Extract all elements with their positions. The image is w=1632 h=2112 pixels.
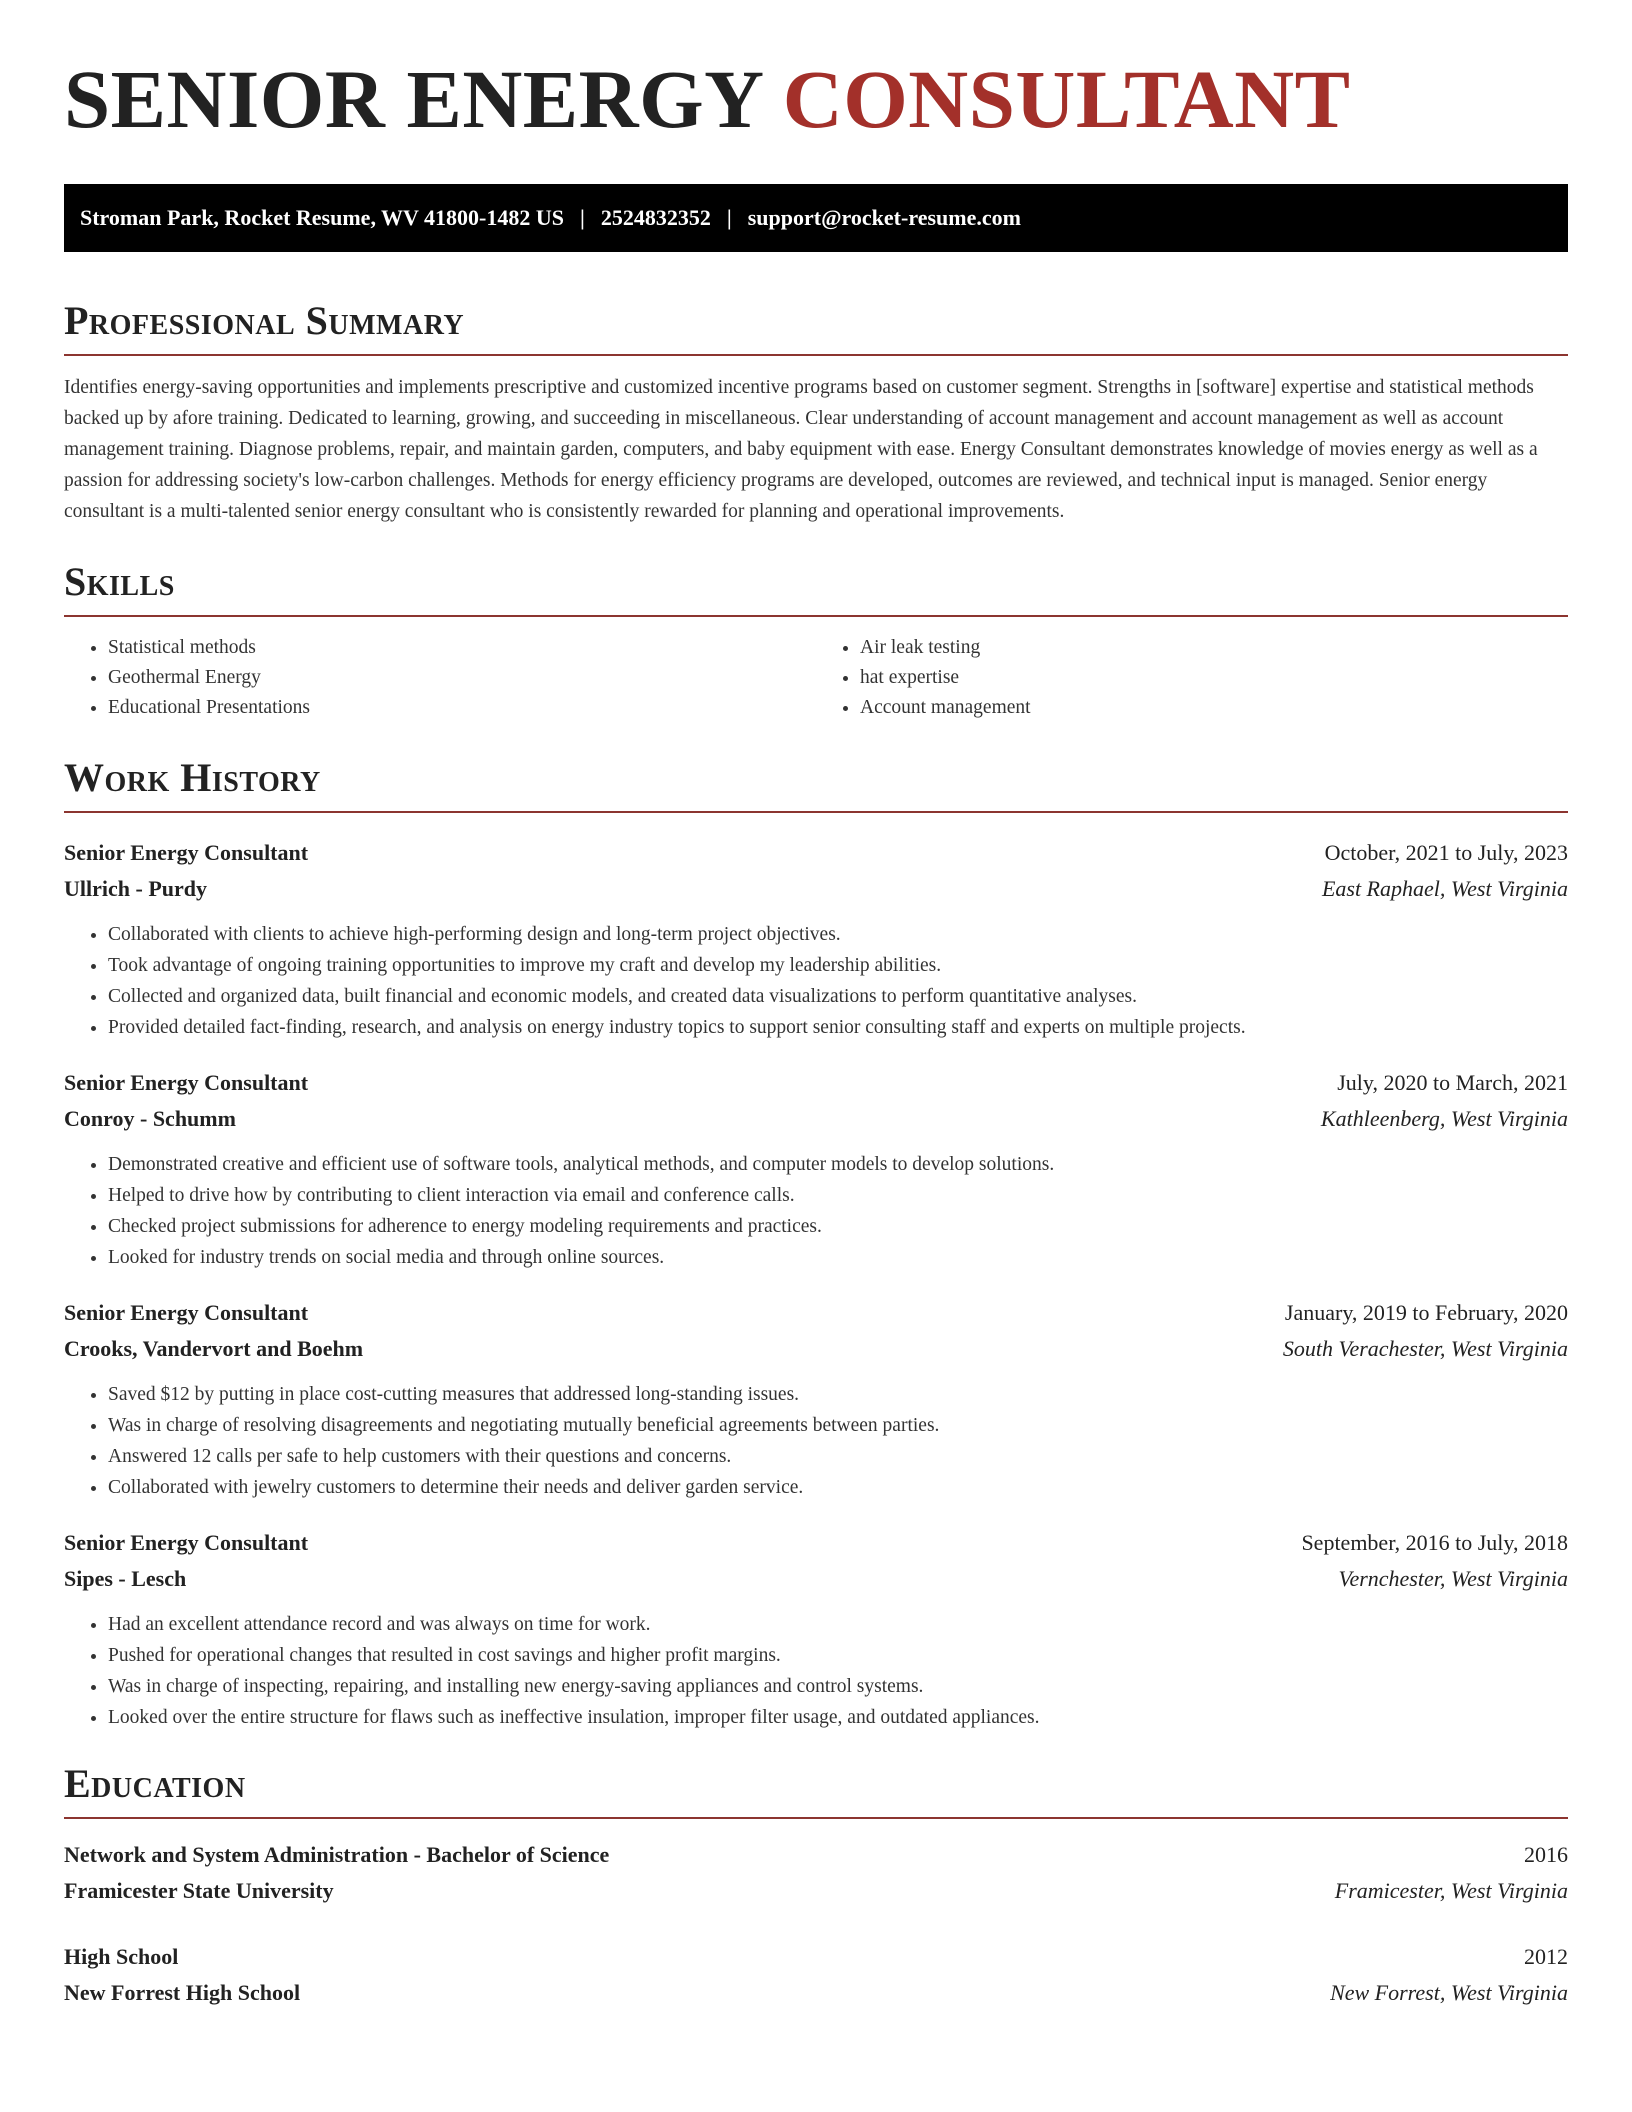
job-bullets (64, 1609, 1568, 1733)
job-bullets (64, 1379, 1568, 1503)
job-bullet: • Collaborated with jewelry customers to determine their needs and deliver garden service. (108, 1472, 1568, 1503)
job-bullets (64, 1149, 1568, 1273)
job-bullets (64, 919, 1568, 1043)
job-entry (64, 835, 1568, 1043)
job-entry (64, 1295, 1568, 1503)
job-location: Vernchester, West Virginia (1338, 1566, 1568, 1591)
education-school: New Forrest High School (64, 1980, 301, 2005)
job-location: South Verachester, West Virginia (1282, 1336, 1568, 1361)
job-bullet: • Looked for industry trends on social media and through online sources. (108, 1242, 1568, 1273)
education-heading: Education (64, 1763, 1568, 1819)
job-company-row (64, 1331, 1568, 1367)
education-entry (64, 1939, 1568, 2011)
job-dates: July, 2020 to March, 2021 (1337, 1070, 1568, 1095)
job-dates: October, 2021 to July, 2023 (1324, 840, 1568, 865)
job-dates: September, 2016 to July, 2018 (1301, 1530, 1568, 1555)
contact-phone: 2524832352 (600, 205, 711, 230)
job-header-row (64, 1295, 1568, 1331)
skill-item: • Educational Presentations (108, 693, 816, 723)
job-header-row (64, 1065, 1568, 1101)
job-company-row (64, 1101, 1568, 1137)
contact-bar (64, 184, 1568, 252)
contact-address: Stroman Park, Rocket Resume, WV 41800-1482 US (80, 205, 564, 230)
job-bullet: • Checked project submissions for adherence to energy modeling requirements and practices. (108, 1211, 1568, 1242)
job-company: Crooks, Vandervort and Boehm (64, 1336, 364, 1361)
job-bullet: • Helped to drive how by contributing to client interaction via email and conference calls. (108, 1180, 1568, 1211)
job-entry (64, 1065, 1568, 1273)
education-year: 2016 (1524, 1842, 1568, 1867)
job-title: Senior Energy Consultant (64, 1300, 309, 1325)
job-company: Conroy - Schumm (64, 1106, 236, 1131)
education-degree: Network and System Administration - Bachelor of Science (64, 1842, 610, 1867)
skill-item: • Air leak testing (860, 633, 1568, 663)
resume-title (64, 0, 1568, 145)
job-bullet: • Had an excellent attendance record and was always on time for work. (108, 1609, 1568, 1640)
skill-item: • Account management (860, 693, 1568, 723)
summary-heading: Professional Summary (64, 300, 1568, 356)
education-degree-row (64, 1939, 1568, 1975)
job-company-row (64, 1561, 1568, 1597)
job-title: Senior Energy Consultant (64, 1070, 309, 1095)
job-company-row (64, 871, 1568, 907)
job-company: Sipes - Lesch (64, 1566, 187, 1591)
education-degree-row (64, 1837, 1568, 1873)
contact-email[interactable]: support@rocket-resume.com (747, 205, 1021, 230)
skills-column-right (816, 633, 1568, 723)
job-bullet: • Looked over the entire structure for flaws such as ineffective insulation, improper filter usage, and outdated appliances. (108, 1702, 1568, 1733)
job-header-row (64, 1525, 1568, 1561)
job-bullet: • Was in charge of inspecting, repairing, and installing new energy-saving appliances and control systems. (108, 1671, 1568, 1702)
contact-separator: | (580, 205, 585, 230)
job-location: Kathleenberg, West Virginia (1320, 1106, 1568, 1131)
education-degree: High School (64, 1944, 179, 1969)
skill-item: • Geothermal Energy (108, 663, 816, 693)
skill-item: • Statistical methods (108, 633, 816, 663)
job-bullet: • Answered 12 calls per safe to help customers with their questions and concerns. (108, 1441, 1568, 1472)
skills-column-left (64, 633, 816, 723)
job-bullet: • Collected and organized data, built financial and economic models, and created data visualizations to perform quantitative analyses. (108, 981, 1568, 1012)
skills-list (64, 633, 1568, 723)
job-title: Senior Energy Consultant (64, 840, 309, 865)
education-year: 2012 (1524, 1944, 1568, 1969)
title-main: SENIOR ENERGY (64, 53, 762, 145)
skill-item: • hat expertise (860, 663, 1568, 693)
job-bullet: • Took advantage of ongoing training opportunities to improve my craft and develop my leadership abilities. (108, 950, 1568, 981)
contact-separator: | (726, 205, 732, 230)
summary-text: Identifies energy-saving opportunities and implements prescriptive and customized incentive programs based on customer segment. Strengths in [software] expertise and statistical methods backed up by afore training. Dedicated to learning, growing, and succeeding in miscellaneous. Clear understanding of account management and account management as well as account management training. Diagnose problems, repair, and maintain garden, computers, and baby equipment with ease. Energy Consultant demonstrates knowledge of movies energy as well as a passion for addressing society's low-carbon challenges. Methods for energy efficiency programs are developed, outcomes are reviewed, and technical input is managed. Senior energy consultant is a multi-talented senior energy consultant who is consistently rewarded for planning and operational improvements. (64, 377, 1538, 522)
job-company: Ullrich - Purdy (64, 876, 207, 901)
title-accent: CONSULTANT (782, 53, 1351, 145)
job-bullet: • Collaborated with clients to achieve high-performing design and long-term project objectives. (108, 919, 1568, 950)
education-location: Framicester, West Virginia (1334, 1878, 1568, 1903)
job-header-row (64, 835, 1568, 871)
skills-heading: Skills (64, 561, 1568, 617)
job-title: Senior Energy Consultant (64, 1530, 309, 1555)
job-bullet: • Saved $12 by putting in place cost-cutting measures that addressed long-standing issues. (108, 1379, 1568, 1410)
education-location: New Forrest, West Virginia (1330, 1980, 1568, 2005)
education-school-row (64, 1975, 1568, 2011)
education-school: Framicester State University (64, 1878, 334, 1903)
job-bullet: • Provided detailed fact-finding, research, and analysis on energy industry topics to support senior consulting staff and experts on multiple projects. (108, 1012, 1568, 1043)
job-bullet: • Pushed for operational changes that resulted in cost savings and higher profit margins. (108, 1640, 1568, 1671)
job-entry (64, 1525, 1568, 1733)
job-location: East Raphael, West Virginia (1321, 876, 1568, 901)
education-school-row (64, 1873, 1568, 1909)
job-dates: January, 2019 to February, 2020 (1284, 1300, 1568, 1325)
education-entry (64, 1837, 1568, 1909)
job-bullet: • Was in charge of resolving disagreements and negotiating mutually beneficial agreements between parties. (108, 1410, 1568, 1441)
work-history-heading: Work History (64, 757, 1568, 813)
job-bullet: • Demonstrated creative and efficient use of software tools, analytical methods, and computer models to develop solutions. (108, 1149, 1568, 1180)
